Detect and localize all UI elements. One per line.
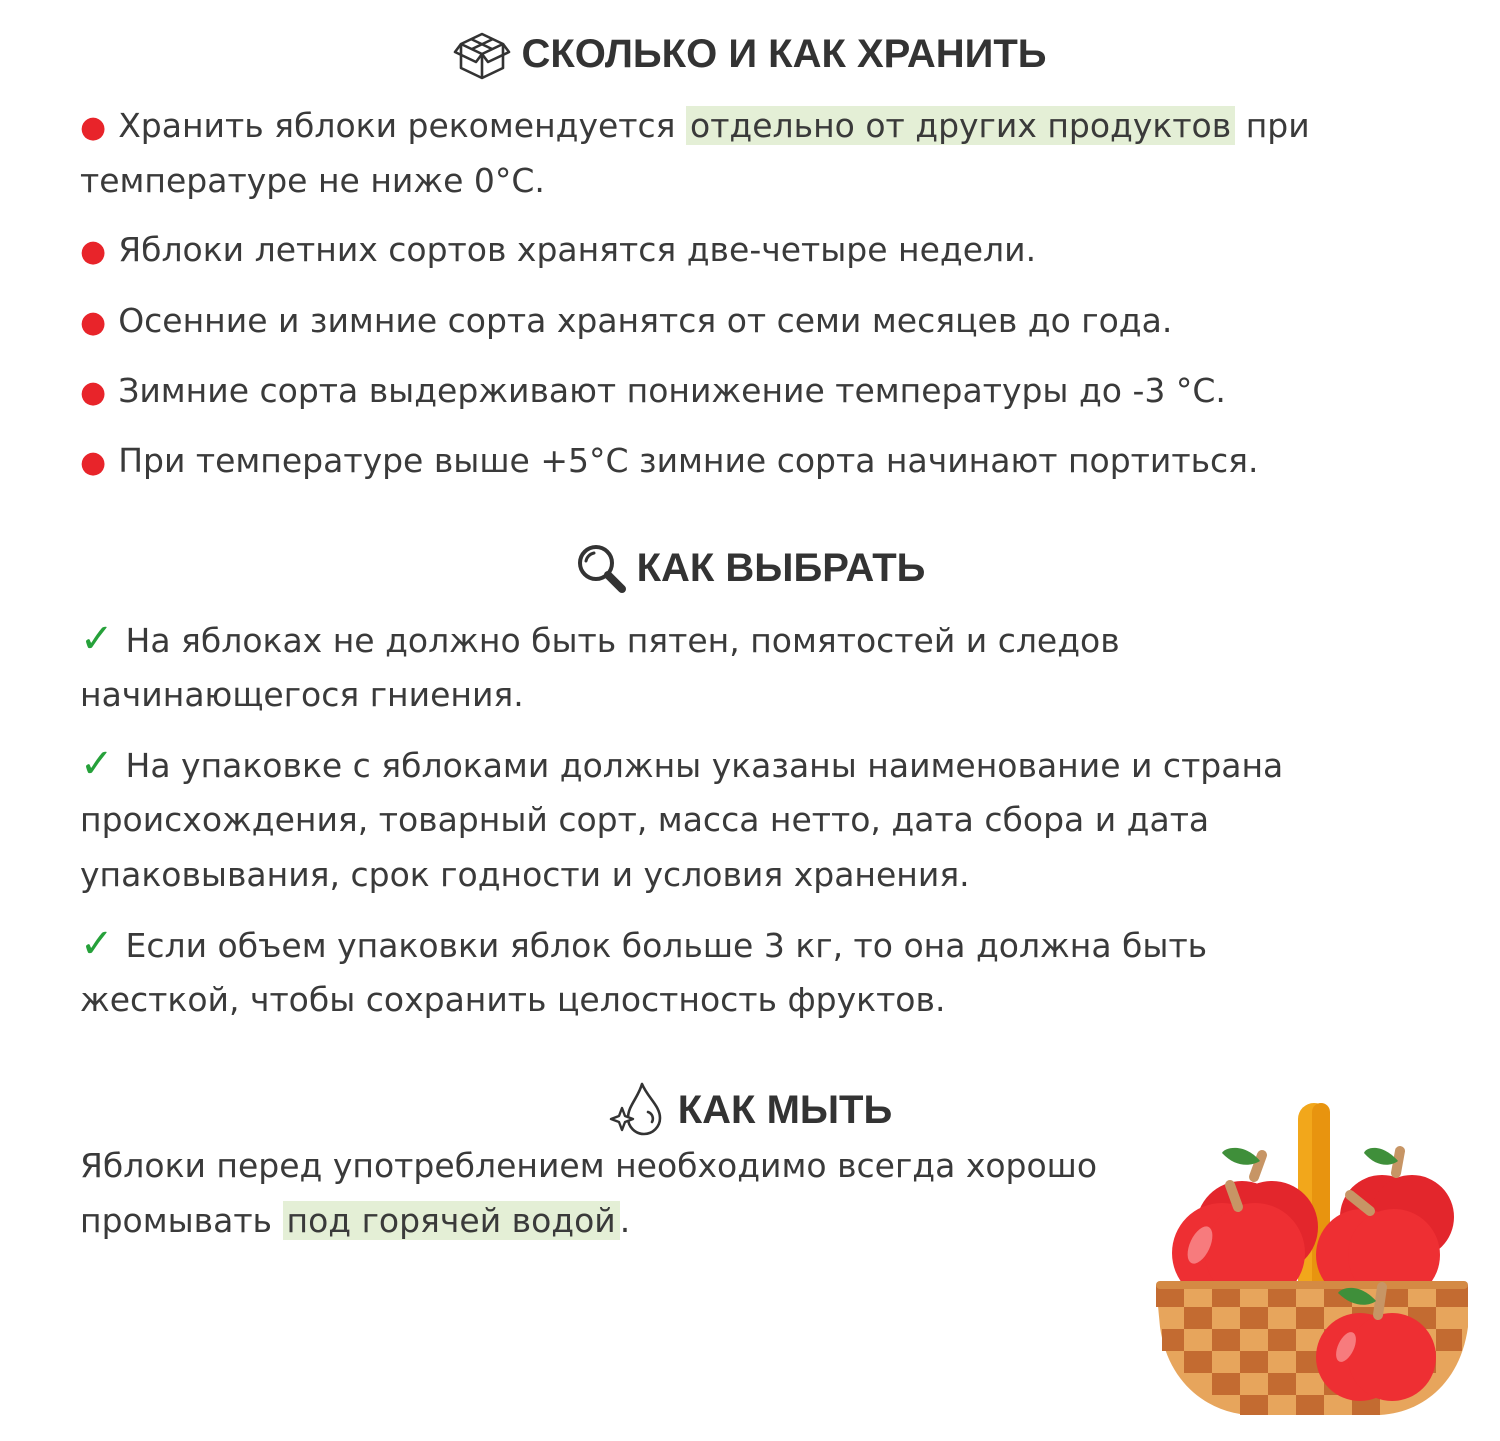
- checkmark-icon: ✓: [80, 616, 114, 662]
- wash-title-text: КАК МЫТЬ: [677, 1087, 893, 1132]
- wash-line-1: Яблоки перед употреблением необходимо всегда хорошо: [80, 1146, 1098, 1185]
- choose-item-2-line2: происхождения, товарный сорт, масса нетто, дата сбора и дата: [80, 800, 1210, 839]
- choose-item-2: ✓ На упаковке с яблоками должны указаны наименование и страна: [80, 741, 1284, 787]
- storage-item-2: ● Яблоки летних сортов хранятся две-четыре недели.: [80, 230, 1037, 269]
- bullet-dot-icon: ●: [80, 234, 107, 269]
- highlight-text: отдельно от других продуктов: [686, 106, 1235, 145]
- choose-item-1: ✓ На яблоках не должно быть пятен, помятостей и следов: [80, 616, 1120, 662]
- bullet-dot-icon: ●: [80, 445, 107, 480]
- bullet-dot-icon: ●: [80, 375, 107, 410]
- choose-item-3: ✓ Если объем упаковки яблок больше 3 кг, то она должна быть: [80, 921, 1208, 967]
- checkmark-icon: ✓: [80, 741, 114, 787]
- storage-item-5: ● При температуре выше +5°С зимние сорта начинают портиться.: [80, 441, 1259, 480]
- bullet-dot-icon: ●: [80, 110, 107, 145]
- choose-title-text: КАК ВЫБРАТЬ: [636, 545, 926, 590]
- storage-title-text: СКОЛЬКО И КАК ХРАНИТЬ: [521, 31, 1047, 76]
- storage-item-3: ● Осенние и зимние сорта хранятся от семи месяцев до года.: [80, 301, 1173, 340]
- apple-basket-illustration: [1150, 1095, 1480, 1425]
- choose-item-3-line2: жесткой, чтобы сохранить целостность фруктов.: [80, 980, 946, 1019]
- box-icon: [453, 28, 511, 80]
- storage-item-1-line2: температуре не ниже 0°С.: [80, 161, 545, 200]
- storage-item-1: ● Хранить яблоки рекомендуется отдельно от других продуктов при: [80, 106, 1310, 145]
- water-drop-icon: [608, 1080, 668, 1140]
- checkmark-icon: ✓: [80, 921, 114, 967]
- choose-item-1-line2: начинающегося гниения.: [80, 675, 524, 714]
- storage-item-4: ● Зимние сорта выдерживают понижение температуры до -3 °С.: [80, 371, 1226, 410]
- wash-line-2: промывать под горячей водой .: [80, 1201, 631, 1240]
- highlight-text: под горячей водой: [283, 1201, 620, 1240]
- bullet-dot-icon: ●: [80, 305, 107, 340]
- storage-title: [0, 28, 1500, 80]
- choose-title: [0, 542, 1500, 594]
- choose-item-2-line3: упаковывания, срок годности и условия хранения.: [80, 855, 970, 894]
- magnifier-icon: [575, 542, 627, 594]
